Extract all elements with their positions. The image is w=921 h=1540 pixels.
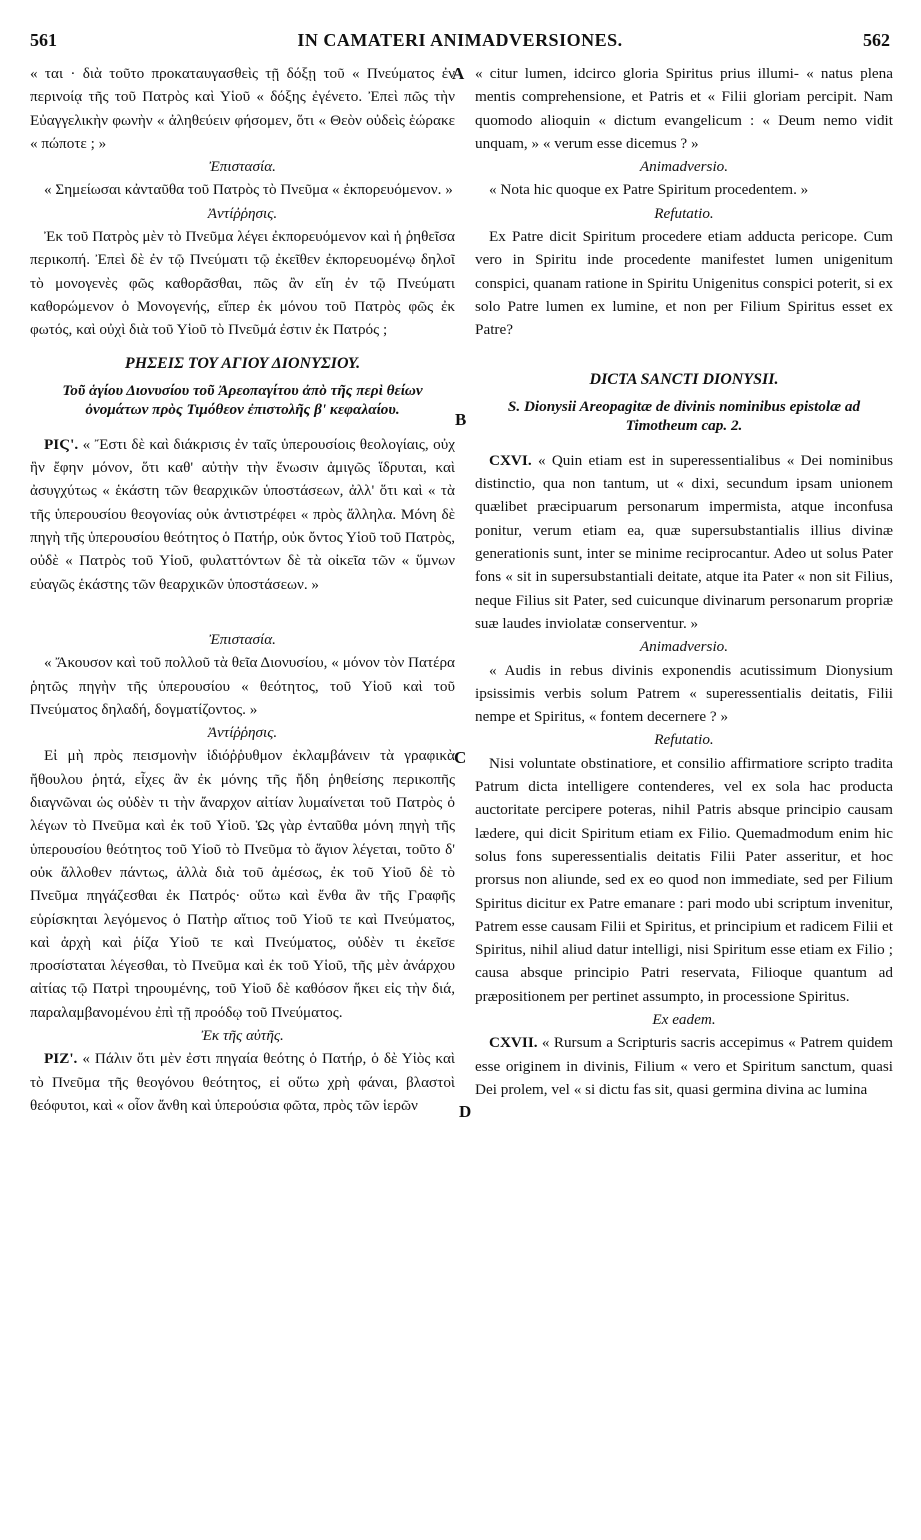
paragraph-text: « Rursum a Scripturis sacris accepimus « Patrem quidem esse originem in divinis, Filium « vero et Spiritum sanctum, quasi Dei prolem, vel « si dictu fas sit, quasi germina divina ac lumina [475, 1034, 893, 1098]
greek-paragraph: « ται · διὰ τοῦτο προκαταυγασθεὶς τῇ δόξῃ τοῦ « Πνεύματος ἐν περινοίᾳ τῆς τοῦ Πατρὸς καὶ Υἱοῦ « δόξης ἐγένετο. Ἐπεὶ πῶς τὴν Εὐαγγελικὴν φωνὴν « ἀληθεύειν φήσομεν, ὅτι « Θεὸν οὐδεὶς ἑώρακε « πώποτε ; » [30, 65, 455, 152]
greek-paragraph: Εἰ μὴ πρὸς πεισμονὴν ἰδιόῤῥυθμον ἐκλαμβάνειν τὰ γραφικὰ ἤθουλου ῥητά, εἶχες ἂν ἐκ μόνης τῆς ἤδη ῥηθείσης περικοπῆς διαγνῶναι ὡς οὐδὲν τι τὴν ἄναρχον αἰτίαν λυμαίνεται τοῦ Πατρὸς ὁ λέγων τὸ Πνεῦμα καὶ ἐκ τοῦ Υἱοῦ. Ὡς γὰρ ἐνταῦθα μόνη πηγὴ τῆς ὑπερουσίου θεότητος τοῦ Υἱοῦ τὸ Πνεῦμα τὸ ἅγιον λέγεται, τοῦτο δ' οὐκ ἄλλοθεν πάντως, ἀλλὰ διὰ τοῦ ἀμέσως, ἐκ τοῦ Υἱοῦ δὲ τὸ Πνεῦμα πηγάζεσθαι ἐκ Πατρός· οὕτω καὶ ἔνθα ἂν τῆς Γραφῆς εὑρίσκηται λεγόμενος ὁ Πατὴρ αἴτιος τοῦ Υἱοῦ τε καὶ Πνεύματος, καὶ ἀρχὴ καὶ ῥίζα Υἱοῦ τε καὶ Πνεύματος, οὐδὲν τι ἐκεῖσε προσίσταται λέγεσθαι, τὸ Πνεῦμα καὶ ἐκ τοῦ Υἱοῦ, τῆς μὲν ἀνάρχου αἰτίας τῷ Πατρὶ τηρουμένης, τοῦ Υἱοῦ δὲ καθόσον ἥκει εἰς τὴν διά, παραλαμβανομένου ἐπὶ τῇ προόδῳ τοῦ Πνεύματος. [30, 747, 455, 1021]
greek-column [30, 62, 455, 1532]
greek-numbered-paragraph [30, 433, 455, 596]
latin-paragraph: Nisi voluntate obstinatiore, et consilio affirmatiore scripto tradita Patrum dicta intelligere contenderes, vel ex sola hac producta auctoritate percipere poteras, nihil Patris absque principio causam lædere, qui dicit Spiritum etiam ex Filio. Quemadmodum enim hic solus fons superessentialis deitatis Filii Pater asseritur, et hoc prorsus non aliunde, sed ex eo quod non immediate, sed per Filium Spiritus dicitur ex Patre emanare : pari modo ubi scriptum invenitur, Patrem esse causam Filii et Spiritus, et principium et radicem Filii et Spiritus, nihil aliud datur intelligi, nisi Spiritum esse etiam ex Filio ; causa absque principio Patri reservata, Filioque quantum ad præpositionem per pertinet assumpto, in processione Spiritus. [475, 754, 893, 1005]
margin-marker-c: C [454, 748, 467, 767]
section-heading-antirrhesis: Ἀντίῤῥησις. [207, 724, 278, 742]
latin-paragraph: Ex Patre dicit Spiritum procedere etiam adducta pericope. Cum vero in Spiritu inde procedente manifestet lumen unigenitum conspici, quanam ratione in Spiritu Unigenitus conspici poterit, si ex solo Patre lumen ex lumine, et non per Filium Spiritus esset ex Patre? [475, 228, 893, 339]
paragraph-text: « Ἔστι δὲ καὶ διάκρισις ἐν ταῖς ὑπερουσίοις θεολογίαις, οὐχ ἣν ἔφην μόνον, ὅτι καθ' αὐτὴν τὴν ἕνωσιν ἀμιγῶς ἵδρυται, καὶ ἀσυγχύτως « ἑκάστη τῶν θεαρχικῶν ὑποστάσεων, ἀλλ' ὅτι καὶ « τὰ τῆς ὑπερουσίου θεογονίας οὐκ ἀντιστρέφει « πρὸς ἄλληλα. Μόνη δὲ πηγὴ τῆς ὑπερουσίου θεότητος ὁ Πατήρ, οὐκ ὄντος Υἱοῦ τοῦ Πατρὸς, οὐδὲ « Πατρὸς τοῦ Υἱοῦ, φυλαττόντων δὲ τὰ οἰκεῖα τῶν « ὕμνων εὐαγῶς ἑκάστης τῶν θεαρχικῶν ὑποστάσεων. » [30, 435, 455, 593]
paragraph-number: ΡΙΖ'. [44, 1050, 78, 1068]
paragraph-number: ΡΙϚ'. [44, 435, 79, 453]
paragraph-text: « Πάλιν ὅτι μὲν ἐστι πηγαία θεότης ὁ Πατήρ, ὁ δὲ Υἱὸς καὶ τὸ Πνεῦμα τῆς θεογόνου θεότητος, εἰ οὕτω χρὴ φάναι, βλαστοὶ θεόφυτοι, καὶ « οἷον ἄνθη καὶ ὑπερούσια φῶτα, πρὸς τῶν ἱερῶν [30, 1050, 455, 1114]
latin-paragraph: « citur lumen, idcirco gloria Spiritus prius illumi- « natus plena mentis comprehensione, et Patris et « Filii gloriam percipit. Nam quomodo alioquin « dictum evangelicum : « Deum nemo vidit unquam, » « verum esse dicemus ? » [475, 65, 893, 152]
section-heading-animadversio: Animadversio. [639, 638, 729, 656]
running-title: IN CAMATERI ANIMADVERSIONES. [297, 30, 623, 50]
page-number-right: 562 [863, 30, 890, 50]
section-heading-refutatio: Refutatio. [654, 731, 714, 749]
latin-paragraph: « Audis in rebus divinis exponendis acutissimum Dionysium ipsissimis verbis solum Patrem « superessentialis deitatis, Filii nempe et Spiritus, « fontem decernere ? » [475, 661, 893, 726]
section-title-greek: ΡΗΣΕΙΣ ΤΟΥ ΑΓΙΟΥ ΔΙΟΝΥΣΙΟΥ. [124, 354, 361, 372]
paragraph-number: CXVII. [489, 1034, 538, 1052]
section-heading-epistasia: Ἐπιστασία. [209, 158, 276, 176]
latin-paragraph: « Nota hic quoque ex Patre Spiritum procedentem. » [489, 181, 809, 199]
margin-marker-b: B [455, 410, 467, 429]
margin-marker-d: D [459, 1102, 472, 1121]
paragraph-number: CXVI. [489, 451, 532, 469]
page-number-left: 561 [30, 30, 57, 50]
spacer [30, 596, 455, 628]
section-heading-ex-eadem: Ex eadem. [652, 1010, 716, 1028]
section-heading-animadversio: Animadversio. [639, 158, 729, 176]
greek-paragraph: Ἐκ τοῦ Πατρὸς μὲν τὸ Πνεῦμα λέγει ἐκπορευόμενον καὶ ἡ ῥηθεῖσα περικοπή. Ἐπεὶ δὲ ἐν τῷ Πνεύματι τῷ ἐκεῖθεν ἐκπορευομένῳ δηλοῖ τὸ μονογενὲς φῶς καθορᾶσθαι, πῶς ἂν εἴη ἐν τῷ Πνεύματι καθορώμενον ὁ Μονογενής, εἴπερ ἐκ μόνου τοῦ Πατρὸς φῶς ἐκ φωτός, καὶ οὐχὶ διὰ τοῦ Υἱοῦ τὸ Πνεῦμά ἐστιν ἐκ Πατρός ; [30, 228, 455, 339]
greek-paragraph: « Ἄκουσον καὶ τοῦ πολλοῦ τὰ θεῖα Διονυσίου, « μόνον τὸν Πατέρα ῥητῶς πηγὴν τῆς ὑπερουσίου « θεότητος, τοῦ Υἱοῦ καὶ τοῦ Πνεύματος δηλαδή, δογματίζοντος. » [30, 654, 455, 718]
running-header [30, 30, 890, 56]
section-heading-ek-tes-autes: Ἐκ τῆς αὐτῆς. [201, 1026, 284, 1044]
greek-numbered-paragraph [30, 1047, 455, 1117]
source-citation-greek: Τοῦ ἁγίου Διονυσίου τοῦ Ἀρεοπαγίτου ἀπὸ τῆς περὶ θείων ὀνομάτων πρὸς Τιμόθεον ἐπιστολῆς β' κεφαλαίου. [62, 381, 423, 418]
section-title-latin: DICTA SANCTI DIONYSII. [589, 370, 779, 388]
section-heading-antirrhesis: Ἀντίῤῥησις. [207, 204, 278, 222]
greek-paragraph: « Σημείωσαι κἀνταῦθα τοῦ Πατρὸς τὸ Πνεῦμα « ἐκπορευόμενον. » [44, 181, 453, 199]
source-citation-latin: S. Dionysii Areopagitæ de divinis nominibus epistolæ ad Timotheum cap. 2. [507, 397, 861, 434]
section-heading-refutatio: Refutatio. [654, 204, 714, 222]
latin-numbered-paragraph [475, 449, 893, 635]
margin-marker-a: A [452, 64, 465, 83]
section-heading-epistasia: Ἐπιστασία. [209, 630, 276, 648]
latin-numbered-paragraph [475, 1031, 893, 1101]
spacer [475, 342, 893, 358]
latin-column [475, 62, 893, 1532]
paragraph-text: « Quin etiam est in superessentialibus « Dei nominibus distinctio, qua non tantum, ut « dixi, secundum ipsam unionem quælibet præcipuarum personarum impermista, atque inconfusa ponitur, verum etiam ea, quæ supersubstantialis illius divinæ generationis sunt, inter se minime reciprocantur. Adeo ut solus Pater fons « sit in supersubstantiali deitate, atque ita Pater « non sit Filius, neque Filius sit Pater, sed cuicunque divinarum personarum propriæ suæ laudes inviolatæ conserventur. » [475, 451, 893, 632]
